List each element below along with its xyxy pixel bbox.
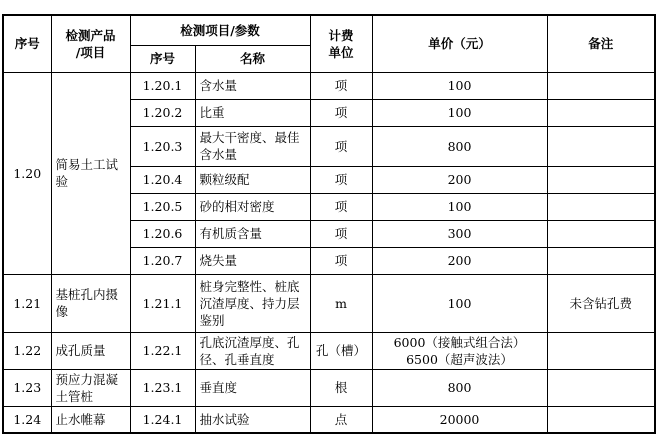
group-product: 成孔质量 [51,332,130,369]
row-remark [547,369,655,406]
row-remark [547,193,655,220]
row-price: 100 [372,72,547,99]
row-price: 200 [372,166,547,193]
header-unit-line1: 计费 [328,27,354,43]
row-price-line2: 6500（超声波法） [406,351,513,367]
row-unit: 项 [310,99,372,126]
row-price: 20000 [372,406,547,433]
table-row [3,72,655,99]
row-remark [547,247,655,274]
group-product: 简易土工试验 [51,72,130,274]
row-sub-seq: 1.20.1 [130,72,195,99]
table-row [3,274,655,332]
row-price: 800 [372,369,547,406]
header-product-line1: 检测产品 [65,27,116,43]
header-sub-seq: 序号 [130,45,195,72]
header-product-line2: /项目 [75,44,106,60]
row-sub-seq: 1.23.1 [130,369,195,406]
table-row [3,406,655,433]
table-body [3,72,655,433]
row-sub-seq: 1.24.1 [130,406,195,433]
header-items-params: 检测项目/参数 [130,15,310,45]
group-product: 止水帷幕 [51,406,130,433]
row-sub-seq: 1.20.6 [130,220,195,247]
row-remark [547,72,655,99]
row-remark [547,332,655,369]
group-product: 基桩孔内摄像 [51,274,130,332]
row-sub-seq: 1.22.1 [130,332,195,369]
group-product: 预应力混凝土管桩 [51,369,130,406]
row-name: 比重 [195,99,310,126]
group-seq: 1.21 [3,274,51,332]
row-unit: 孔（槽） [310,332,372,369]
row-name: 垂直度 [195,369,310,406]
row-name: 烧失量 [195,247,310,274]
row-name: 孔底沉渣厚度、孔径、孔垂直度 [195,332,310,369]
group-seq: 1.22 [3,332,51,369]
header-sub-name: 名称 [195,45,310,72]
row-unit: 项 [310,126,372,166]
row-remark [547,166,655,193]
row-sub-seq: 1.20.5 [130,193,195,220]
row-remark [547,406,655,433]
row-remark [547,99,655,126]
row-remark: 未含钻孔费 [547,274,655,332]
group-seq: 1.24 [3,406,51,433]
row-sub-seq: 1.20.3 [130,126,195,166]
group-seq: 1.23 [3,369,51,406]
row-unit: 点 [310,406,372,433]
row-name: 含水量 [195,72,310,99]
testing-fee-table [2,14,656,434]
row-unit: 项 [310,193,372,220]
row-name: 抽水试验 [195,406,310,433]
row-sub-seq: 1.21.1 [130,274,195,332]
header-unit [310,15,372,72]
table-row [3,369,655,406]
row-price: 100 [372,99,547,126]
row-sub-seq: 1.20.7 [130,247,195,274]
row-name: 最大干密度、最佳含水量 [195,126,310,166]
row-remark [547,126,655,166]
table-row [3,332,655,369]
row-unit: m [310,274,372,332]
header-unit-line2: 单位 [328,44,354,60]
row-name: 桩身完整性、桩底沉渣厚度、持力层鉴别 [195,274,310,332]
row-remark [547,220,655,247]
row-unit: 项 [310,166,372,193]
header-seq: 序号 [3,15,51,72]
row-price: 100 [372,193,547,220]
row-sub-seq: 1.20.4 [130,166,195,193]
header-product [51,15,130,72]
table-header [3,15,655,72]
row-price [372,332,547,369]
header-remark: 备注 [547,15,655,72]
row-unit: 项 [310,220,372,247]
row-price-line1: 6000（接触式组合法） [393,334,526,350]
row-unit: 项 [310,247,372,274]
row-price: 800 [372,126,547,166]
row-name: 颗粒级配 [195,166,310,193]
row-unit: 项 [310,72,372,99]
row-sub-seq: 1.20.2 [130,99,195,126]
row-unit: 根 [310,369,372,406]
row-name: 砂的相对密度 [195,193,310,220]
row-price: 300 [372,220,547,247]
group-seq: 1.20 [3,72,51,274]
row-price: 200 [372,247,547,274]
header-price: 单价（元） [372,15,547,72]
row-price: 100 [372,274,547,332]
row-name: 有机质含量 [195,220,310,247]
